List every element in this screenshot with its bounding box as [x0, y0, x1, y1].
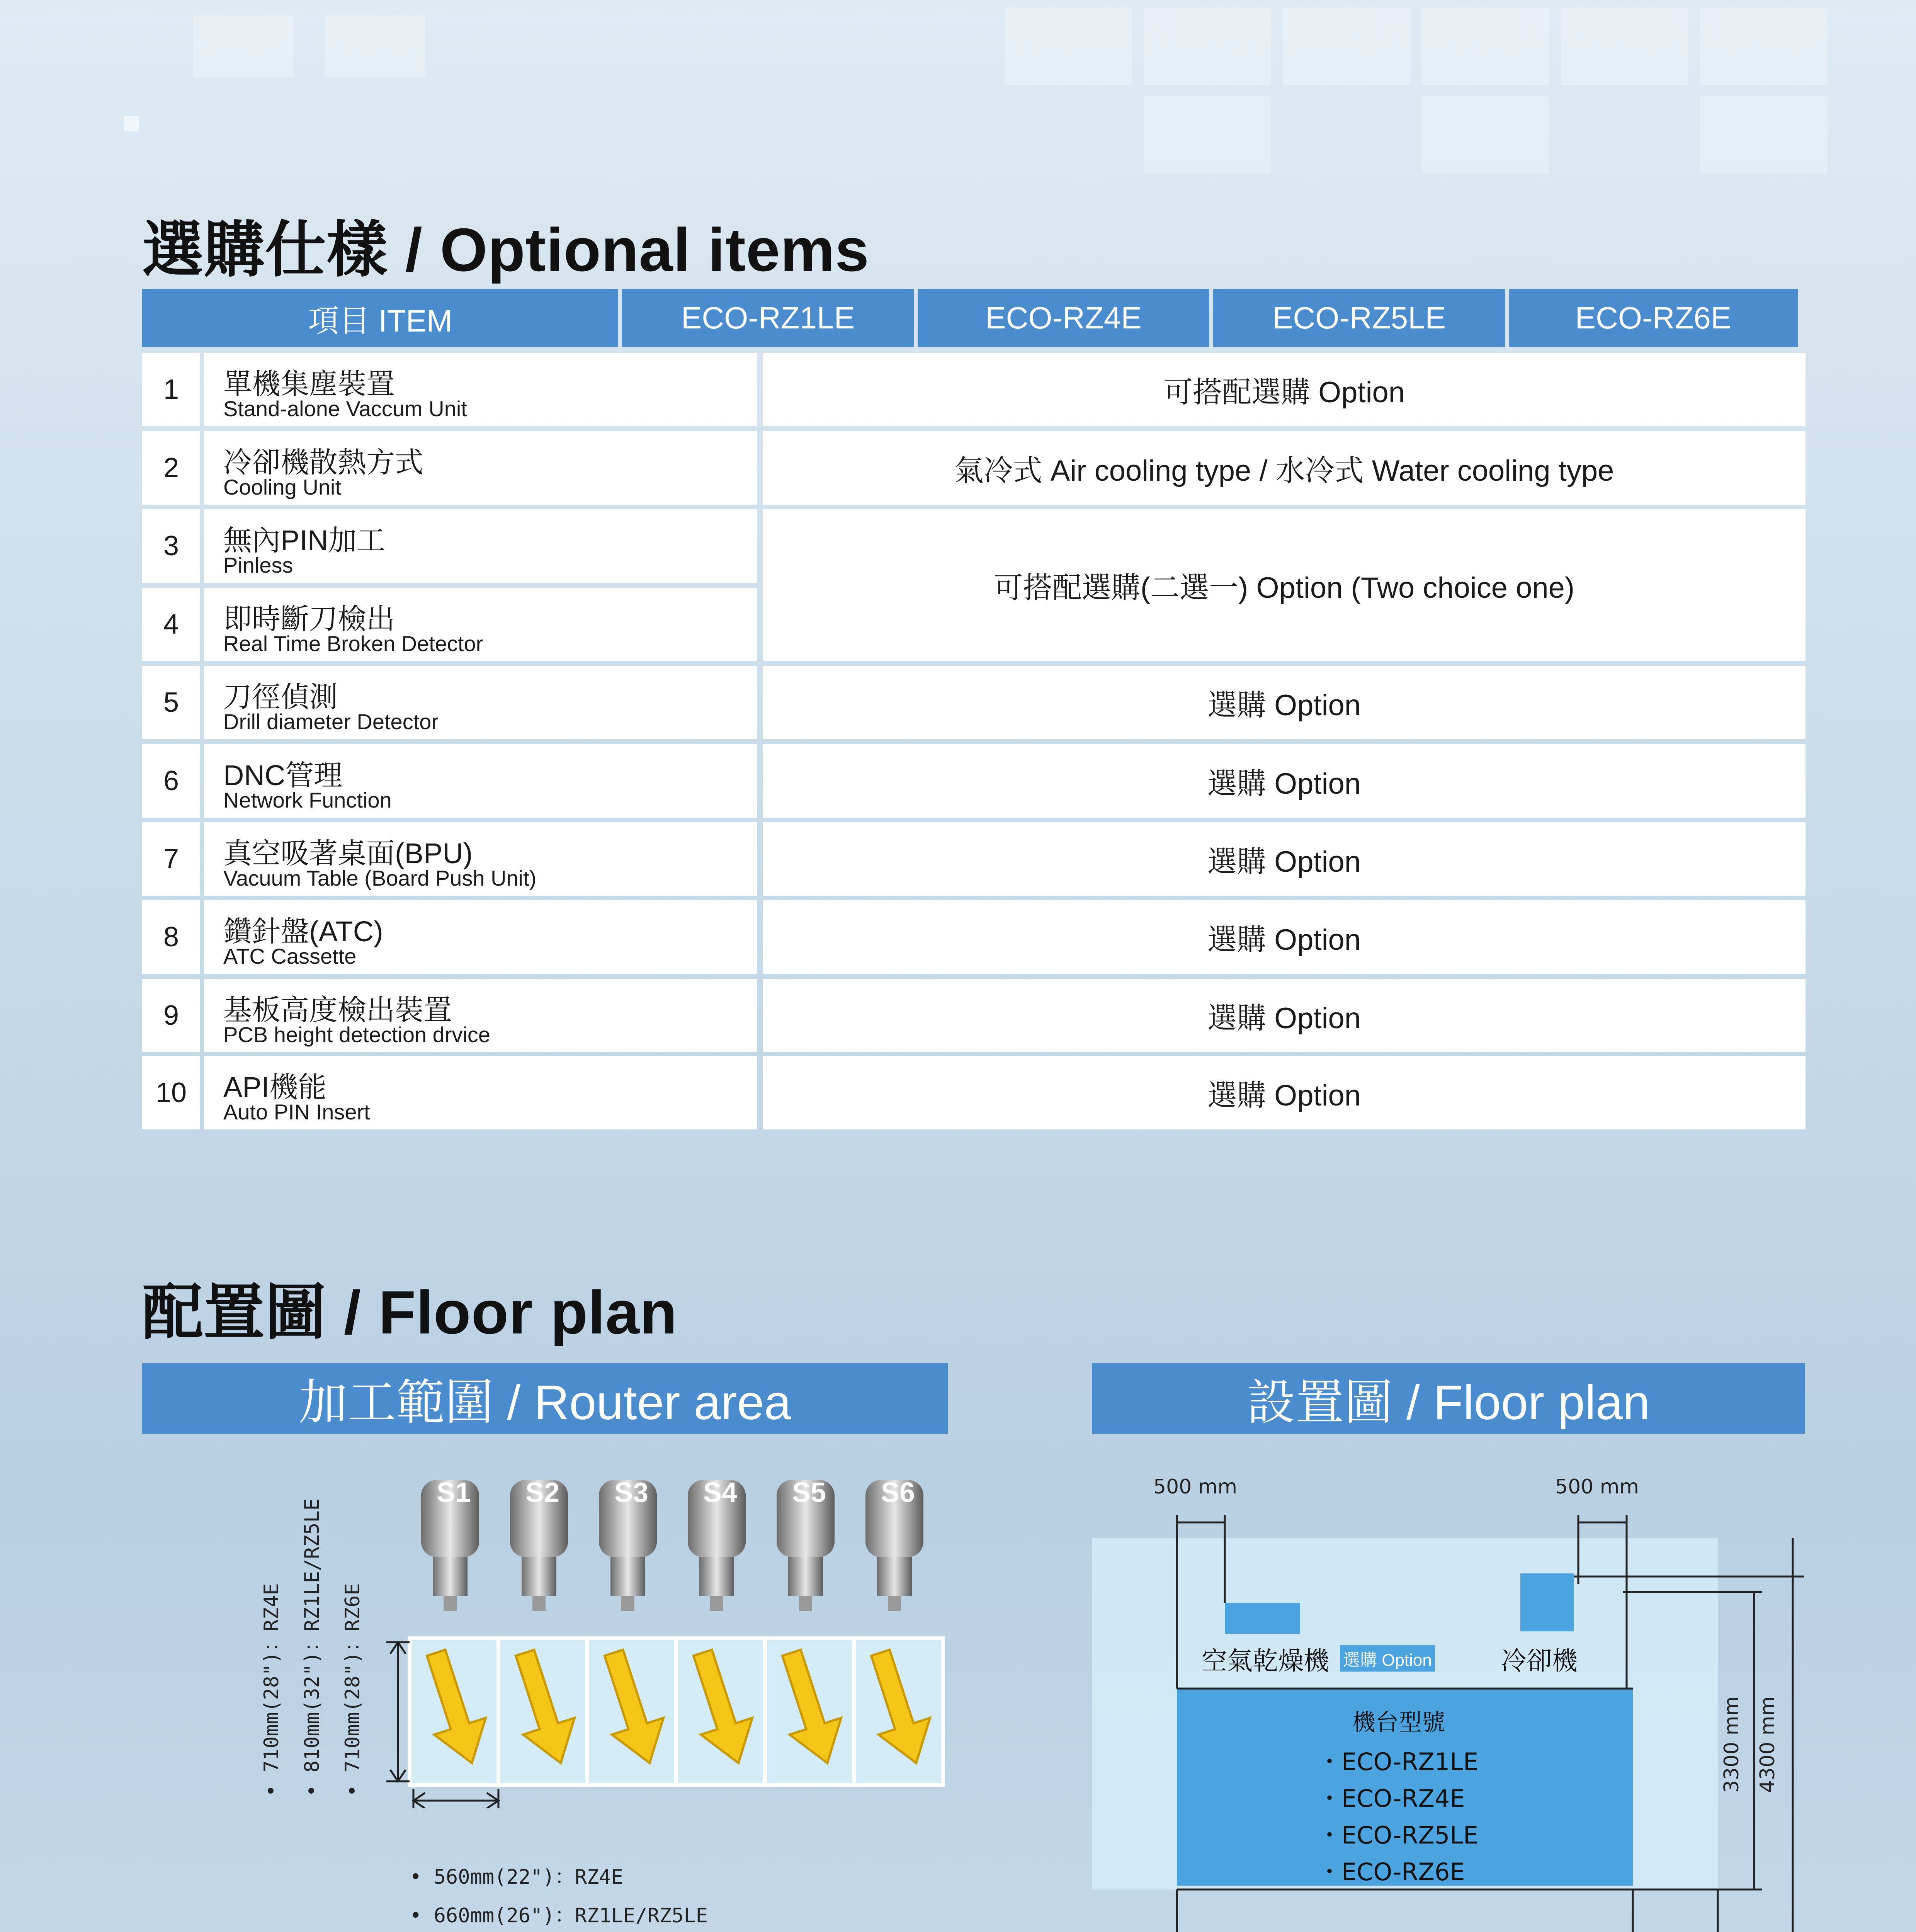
- row-item: [204, 588, 757, 661]
- item-en: ATC Cassette: [223, 944, 357, 968]
- item-zh: API機能: [223, 1071, 327, 1103]
- air-dryer-label: 空氣乾燥機: [1202, 1646, 1329, 1676]
- header-rz6e: ECO-RZ6E: [1509, 289, 1798, 347]
- row-item: [204, 979, 757, 1052]
- row-value-merged: 可搭配選購(二選一) Option (Two choice one): [763, 509, 1805, 661]
- item-en: PCB height detection drvice: [223, 1022, 491, 1047]
- row-number: 3: [142, 509, 200, 583]
- floor-plan-title: 配置圖 / Floor plan: [142, 1279, 678, 1347]
- row-value: 氣冷式 Air cooling type / 水冷式 Water cooling type: [763, 431, 1805, 505]
- row-value: 選購 Option: [763, 900, 1805, 974]
- spindle-label: S2: [525, 1477, 560, 1508]
- table-row: [142, 822, 1805, 896]
- item-zh: 冷卻機散熱方式: [223, 446, 423, 478]
- row-item: [204, 744, 757, 818]
- row-number: 1: [142, 353, 200, 426]
- chiller-box: [1520, 1573, 1574, 1631]
- model-list-title: 機台型號: [1352, 1709, 1445, 1736]
- item-zh: DNC管理: [223, 759, 343, 791]
- row-number: 8: [142, 900, 200, 974]
- table-row: [142, 666, 1805, 739]
- item-zh: 基板高度檢出裝置: [223, 994, 452, 1026]
- table-row: [142, 588, 1805, 661]
- router-y-dim: • 710mm(28")：RZ4E: [260, 1583, 283, 1797]
- optional-items-table: [142, 289, 1805, 1124]
- item-en: Stand-alone Vaccum Unit: [223, 396, 467, 421]
- table-row: [142, 431, 1805, 505]
- row-item: [204, 1056, 757, 1129]
- dim-500-left: 500 mm: [1153, 1475, 1238, 1498]
- item-en: Vacuum Table (Board Push Unit): [223, 866, 537, 890]
- row-value: 選購 Option: [763, 1056, 1805, 1129]
- row-value: 可搭配選購 Option: [763, 353, 1805, 426]
- row-number: 7: [142, 822, 200, 896]
- header-rz1le: ECO-RZ1LE: [622, 289, 914, 347]
- spindle-label: S6: [881, 1477, 915, 1508]
- spindle-label: S3: [614, 1477, 649, 1508]
- table-row: [142, 509, 1805, 604]
- dim-3300: 3300 mm: [1720, 1696, 1743, 1793]
- row-number: 5: [142, 666, 200, 739]
- router-area-banner: 加工範圍 / Router area: [142, 1363, 948, 1434]
- header-item: 項目 ITEM: [142, 289, 618, 347]
- row-value: 選購 Option: [763, 822, 1805, 896]
- row-item: [204, 900, 757, 974]
- background-grid: [0, 0, 1916, 216]
- row-value: 選購 Option: [763, 666, 1805, 739]
- router-diagram-svg: [216, 1461, 970, 1808]
- model-item: ・ECO-RZ6E: [1318, 1858, 1465, 1886]
- spindle-label: S5: [792, 1477, 826, 1508]
- row-number: 4: [142, 588, 200, 661]
- spindle-label: S4: [703, 1477, 738, 1508]
- model-item: ・ECO-RZ1LE: [1318, 1748, 1479, 1776]
- row-value: 選購 Option: [763, 979, 1805, 1052]
- row-item: [204, 509, 757, 583]
- model-item: ・ECO-RZ5LE: [1318, 1821, 1479, 1849]
- item-en: Cooling Unit: [223, 475, 342, 499]
- table-header: [142, 289, 1805, 347]
- row-number: 10: [142, 1056, 200, 1129]
- item-zh: 真空吸著桌面(BPU): [223, 837, 473, 869]
- item-en: Auto PIN Insert: [223, 1100, 370, 1124]
- router-y-dim: • 710mm(28")：RZ6E: [341, 1583, 364, 1797]
- item-en: Drill diameter Detector: [223, 709, 439, 734]
- spindle-labels: [421, 1477, 962, 1512]
- item-zh: 刀徑偵測: [223, 681, 338, 713]
- router-y-dim: • 810mm(32")：RZ1LE/RZ5LE: [301, 1498, 324, 1797]
- dim-4300: 4300 mm: [1756, 1696, 1779, 1793]
- header-rz5le: ECO-RZ5LE: [1213, 289, 1505, 347]
- row-item: [204, 431, 757, 505]
- row-number: 9: [142, 979, 200, 1052]
- item-en: Network Function: [223, 788, 392, 812]
- item-zh: 單機集塵裝置: [223, 368, 395, 400]
- model-item: ・ECO-RZ4E: [1318, 1784, 1465, 1813]
- row-value: 選購 Option: [763, 744, 1805, 818]
- floor-plan-banner: 設置圖 / Floor plan: [1092, 1363, 1805, 1434]
- row-item: [204, 353, 757, 426]
- table-row: [142, 353, 1805, 426]
- table-row: [142, 1056, 1805, 1129]
- header-rz4e: ECO-RZ4E: [918, 289, 1209, 347]
- air-dryer-box: [1225, 1603, 1300, 1634]
- dim-500-right: 500 mm: [1555, 1475, 1639, 1498]
- row-item: [204, 822, 757, 896]
- item-zh: 無內PIN加工: [223, 524, 386, 556]
- spindle-label: S1: [437, 1477, 471, 1508]
- router-panels: [410, 1638, 943, 1785]
- table-row: [142, 900, 1805, 974]
- table-row: [142, 979, 1805, 1052]
- router-x-dim: • 660mm(26")：RZ1LE/RZ5LE: [410, 1904, 708, 1927]
- air-dryer-option-badge: 選購 Option: [1340, 1645, 1435, 1672]
- chiller-label: 冷卻機: [1501, 1646, 1578, 1676]
- row-number: 6: [142, 744, 200, 818]
- router-x-dim: • 560mm(22")：RZ4E: [410, 1866, 623, 1889]
- optional-items-title: 選購仕樣 / Optional items: [142, 216, 870, 284]
- item-zh: 鑽針盤(ATC): [223, 915, 383, 947]
- row-number: 2: [142, 431, 200, 505]
- item-en: Real Time Broken Detector: [223, 631, 483, 656]
- row-item: [204, 666, 757, 739]
- background-tiles: [0, 0, 1916, 216]
- item-zh: 即時斷刀檢出: [223, 603, 395, 635]
- table-row: [142, 744, 1805, 818]
- item-en: Pinless: [223, 553, 293, 577]
